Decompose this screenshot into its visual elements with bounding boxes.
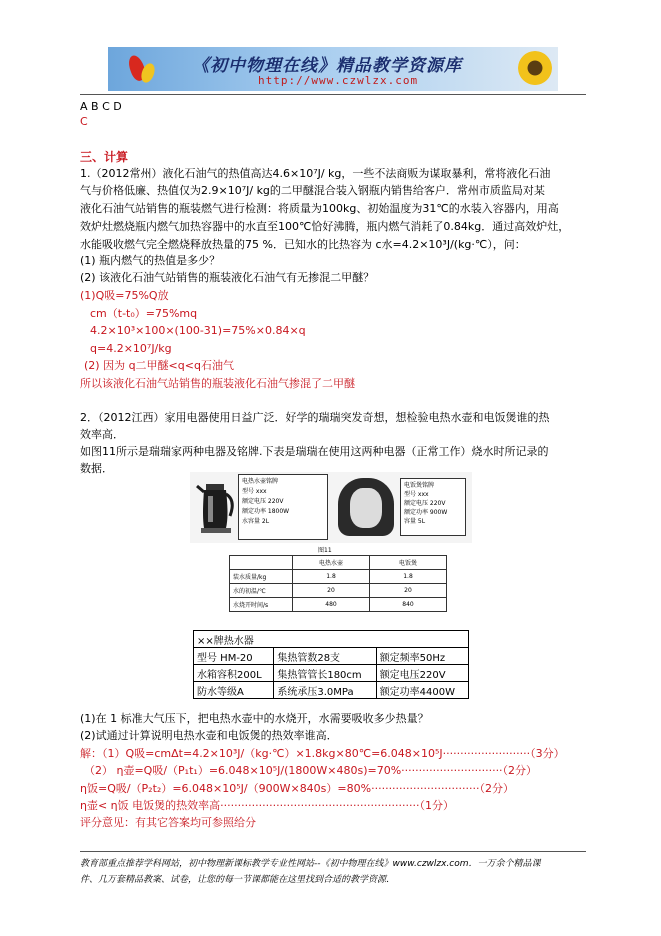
q1-answer-line: 4.2×10³×100×(100-31)=75%×0.84×q (90, 324, 306, 337)
q1-line: 效炉灶燃烧瓶内燃气加热容器中的水直至100℃恰好沸腾，瓶内燃气消耗了0.84kg．通过高效炉灶， (80, 220, 570, 233)
section-title: 三、计算 (80, 150, 129, 164)
figure-caption: 图11 (318, 547, 332, 554)
heater-spec-table (193, 630, 469, 699)
q2-line: 如图11所示是瑞瑞家两种电器及铭牌.下表是瑞瑞在使用这两种电器（正常工作）烧水时所记录的 (80, 445, 549, 458)
choice-letters: A B C D (80, 100, 122, 113)
table-row: 水箱容积200L 集热管管长180cm 额定电压220V (194, 665, 469, 682)
banner-url[interactable]: http://www.czwlzx.com (258, 74, 419, 87)
footer-line: 教育部重点推荐学科网站，初中物理新课标教学专业性网站--《初中物理在线》www.czwlzx.com．一万余个精品课 (80, 859, 541, 869)
q2-answer-line: 解：（1）Q吸=cmΔt=4.2×10³J/（kg·℃）×1.8kg×80℃=6.048×10⁵J·························（3分） (80, 747, 565, 760)
figure-11 (190, 472, 472, 543)
q1-conclusion: 所以该液化石油气站销售的瓶装液化石油气掺混了二甲醚 (80, 377, 355, 390)
footer-divider (80, 851, 586, 852)
q2-line: 2．（2012江西）家用电器使用日益广泛．好学的瑞瑞突发奇想，想检验电热水壶和电饭煲谁的热 (80, 411, 550, 424)
table-header-row: 电热水壶 电饭煲 (230, 556, 447, 570)
table-row: 防水等级A 系统承压3.0MPa 额定功率4400W (194, 682, 469, 699)
q2-line: 数据． (80, 462, 113, 475)
q2-question: (1)在 1 标准大气压下，把电热水壶中的水烧开，水需要吸收多少热量？ (80, 712, 429, 725)
q1-line: 气与价格低廉、热值仅为2.9×10⁷J/ kg的二甲醚混合装入钢瓶内销售给客户．常州市质监局对某 (80, 184, 545, 197)
table-row: 型号 HM-20 集热管数28支 额定频率50Hz (194, 648, 469, 665)
rice-cooker-panel (350, 488, 382, 528)
table-row: 水的初温/℃ 20 20 (230, 584, 447, 598)
q1-line: 水能吸收燃气完全燃烧释放热量的75 %．已知水的比热容为 c水=4.2×10³J/(kg·℃），问： (80, 238, 526, 251)
q1-line: 1.（2012常州）液化石油气的热值高达4.6×10⁷J/ kg，一些不法商贩为谋取暴利，常将液化石油 (80, 167, 551, 180)
grading-note: 评分意见：有其它答案均可参照给分 (80, 816, 256, 829)
kettle-nameplate: 电热水壶铭牌 型号 xxx 额定电压 220V 额定功率 1800W 水容量 2L (238, 474, 328, 540)
sunflower-icon (518, 51, 552, 85)
q2-answer-line: （2） η壶=Q吸/（P₁t₁）=6.048×10⁵J/(1800W×480s)=70%·····························（2分） (84, 764, 538, 777)
q2-question: (2)试通过计算说明电热水壶和电饭煲的热效率谁高． (80, 729, 338, 742)
q1-answer-line: cm（t-t₀）=75%mq (90, 307, 198, 320)
q1-answer-line: (2) 因为 q二甲醚<q<q石油气 (84, 359, 234, 372)
q2-line: 效率高． (80, 428, 124, 441)
cooker-nameplate: 电饭煲铭牌 型号 xxx 额定电压 220V 额定功率 900W 容量 5L (400, 478, 466, 536)
q1-line: 液化石油气站销售的瓶装燃气进行检测：将质量为100kg、初始温度为31℃的水装入容器内，用高 (80, 202, 559, 215)
table-title-row: ××牌热水器 (194, 631, 469, 648)
record-table (229, 555, 447, 612)
banner-title: 《初中物理在线》精品教学资源库 (192, 56, 462, 76)
table-row: 水烧开时间/s 480 840 (230, 598, 447, 612)
table-row: 装水质量/kg 1.8 1.8 (230, 570, 447, 584)
header-banner (108, 47, 558, 91)
q1-question: (2) 该液化石油气站销售的瓶装液化石油气有无掺混二甲醚？ (80, 271, 375, 284)
q1-answer-line: (1)Q吸=75%Q放 (80, 289, 169, 302)
kettle-icon (196, 476, 236, 536)
header-divider (80, 94, 586, 95)
q1-question: (1) 瓶内燃气的热值是多少？ (80, 254, 221, 267)
q2-answer-line: η饭=Q吸/（P₂t₂）=6.048×10⁵J/（900W×840s）=80%·······························（2分） (80, 782, 514, 795)
q2-answer-line: η壶< η饭 电饭煲的热效率高·························································（1分） (80, 799, 454, 812)
footer-line: 件、几万套精品教案、试卷，让您的每一节课都能在这里找到合适的教学资源． (80, 875, 396, 885)
q1-answer-line: q=4.2×10⁷J/kg (90, 342, 172, 355)
answer-c: C (80, 115, 88, 128)
